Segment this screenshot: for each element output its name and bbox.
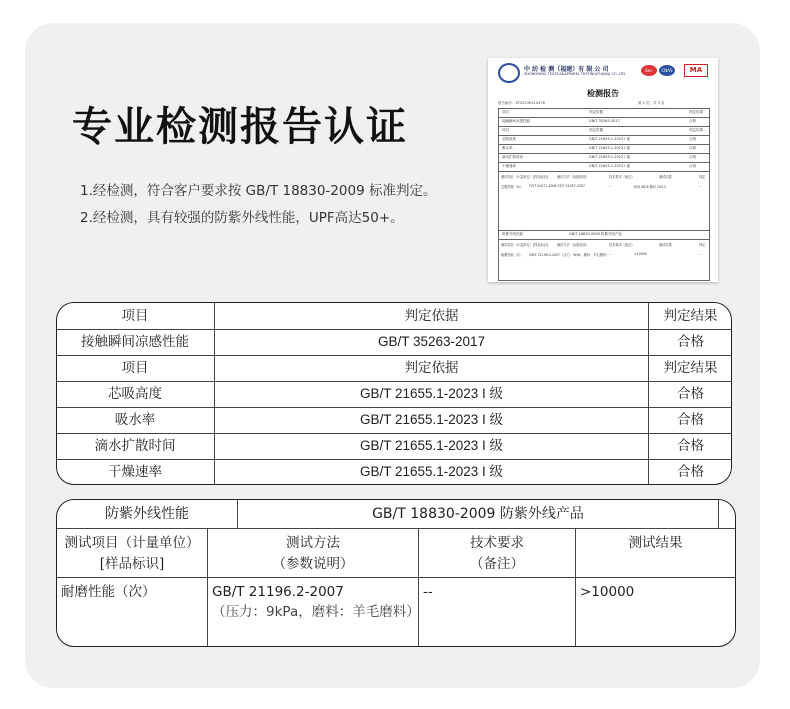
report-cell: --: [699, 184, 702, 188]
header-line: [样品标识]: [99, 556, 165, 572]
table-header-row: [57, 355, 731, 382]
report-header: [488, 58, 718, 84]
test-report-image: [488, 58, 718, 282]
report-org-name: 中 纺 检 测（福建）有 限 公 司: [524, 66, 609, 73]
report-cell: 判定: [699, 175, 706, 179]
table-header-cell: 判定依据: [214, 303, 648, 329]
report-cell: 测试项目（计量单位）[样品标识]: [501, 175, 549, 179]
report-cell: 项目: [502, 110, 509, 114]
report-cell: 测试结果: [659, 243, 672, 247]
report-cell: GB/T 18830-2009 防紫外线产品: [569, 232, 622, 236]
table-cell-item: 干燥速率: [108, 464, 162, 480]
report-row: [498, 118, 710, 127]
ilac-badge-icon: ilac-MRA: [641, 65, 657, 76]
report-cell: 干燥速率: [502, 164, 516, 168]
report-cell: GB/T 35263-2017: [589, 119, 620, 123]
table-cell-result: 合格: [648, 407, 732, 433]
header-line: 测试方法: [286, 535, 340, 551]
report-cell: 防紫外线性能: [502, 232, 523, 236]
cell-method: [207, 578, 418, 646]
table-cell-standard: GB/T 21655.1-2023 I 级: [214, 459, 648, 485]
report-cell: 滴水扩散时间: [502, 155, 523, 159]
report-cell: GB/T 21655.1-2023 I 级: [589, 164, 630, 168]
table-row: [57, 578, 735, 646]
report-cell: GB/T 21655.1-2023 I 级: [589, 137, 630, 141]
table-cell-result: 合格: [648, 381, 732, 407]
header-result: [575, 529, 735, 577]
report-row: [498, 154, 710, 163]
table-row: [57, 329, 731, 356]
header-test-method: [207, 529, 418, 577]
report-row: [498, 163, 710, 172]
table-cell-result: 合格: [648, 329, 732, 355]
table-row: [57, 459, 731, 485]
table-cell-result: 合格: [648, 433, 732, 459]
report-cell: 技术要求（备注）: [609, 243, 635, 247]
report-cell: GB/T 21655.1-2023 I 级: [589, 146, 630, 150]
report-cell: 测试结果: [659, 175, 672, 179]
table-header-cell: 判定结果: [648, 303, 732, 329]
report-cell: --: [699, 252, 702, 256]
report-cell: 判定: [699, 243, 706, 247]
report-cell: 合格: [689, 119, 696, 123]
report-title: 检测报告: [587, 89, 619, 98]
report-row: [498, 145, 710, 154]
table-cell-item: 芯吸高度: [108, 386, 162, 402]
report-org-english: ZHONGFANG TEXTILE&APPAREL TESTING(FUJIAN) CO.,LTD: [524, 72, 626, 76]
header-requirement: [418, 529, 575, 577]
report-cell: 合格: [689, 137, 696, 141]
report-page: 第 2 页，共 3 页: [638, 101, 665, 105]
method-standard: GB/T 21196.2-2007: [212, 584, 344, 600]
report-cell: 测试方法（参数说明）: [557, 243, 589, 247]
report-row: [498, 108, 710, 118]
uv-abrasion-table: [56, 499, 736, 647]
ma-seal-icon: MA: [684, 64, 708, 77]
uv-row: [57, 500, 735, 529]
org-logo-icon: [498, 63, 520, 83]
report-block-wicking: [498, 172, 710, 231]
table-cell-standard: GB/T 35263-2017: [214, 329, 648, 355]
uv-label: 防紫外线性能: [105, 506, 189, 522]
table-row: [57, 381, 731, 408]
table-header-cell: 项目: [121, 308, 149, 324]
report-cell: 耐磨性能（次）: [501, 253, 524, 257]
header-line: 测试项目（计量单位）: [64, 535, 200, 551]
report-cell: 判定结果: [689, 128, 703, 132]
table-cell-item: 吸水率: [114, 412, 156, 428]
bullet-standard: 1.经检测，符合客户要求按 GB/T 18830-2009 标准判定。: [80, 183, 437, 199]
table-row: [57, 433, 731, 460]
table-cell-standard: GB/T 21655.1-2023 I 级: [214, 433, 648, 459]
report-cell: 纵向 88.8 横向 100.2: [634, 185, 667, 189]
report-cell: 判定结果: [689, 110, 703, 114]
report-cell: 芯吸高度: [502, 137, 516, 141]
table-header-cell: 判定结果: [648, 355, 732, 381]
report-grid: [498, 108, 710, 281]
report-cell: 测试方法（参数说明）: [557, 175, 589, 179]
header-line: 技术要求: [470, 535, 524, 551]
table-cell-item: 接触瞬间凉感性能: [81, 334, 189, 350]
report-cell: 项目: [502, 128, 509, 132]
table-header-cell: 项目: [121, 360, 149, 376]
cell-result: >10000: [575, 578, 735, 646]
report-cell: 合格: [689, 146, 696, 150]
report-cell: 测试项目（计量单位）[样品标识]: [501, 243, 549, 247]
table-header-row: [57, 303, 731, 330]
table-cell-standard: GB/T 21655.1-2023 I 级: [214, 407, 648, 433]
report-cell: 技术要求（备注）: [609, 175, 635, 179]
table-cell-standard: GB/T 21655.1-2023 I 级: [214, 381, 648, 407]
header-test-item: [57, 529, 207, 577]
report-cell: 吸水率: [502, 146, 513, 150]
header-line: （参数说明）: [272, 556, 354, 572]
report-cell: >10000: [634, 252, 647, 256]
cell-requirement: --: [418, 578, 575, 646]
report-number: 报告编号：ZF2023H210478: [498, 101, 545, 105]
report-cell: 合格: [689, 164, 696, 168]
uv-standard: GB/T 18830-2009 防紫外线产品: [237, 500, 719, 528]
table-cell-item: 滴水扩散时间: [94, 438, 176, 454]
bullet-upf: 2.经检测，具有较强的防紫外线性能，UPF高达50+。: [80, 210, 404, 226]
page-title: 专业检测报告认证: [72, 104, 408, 150]
report-block-abrasion: [498, 240, 710, 281]
report-row-uv: [498, 231, 710, 240]
report-cell: 接触瞬间凉感性能: [502, 119, 530, 123]
report-cell: 芯吸高度（%）: [501, 185, 524, 189]
method-note: （压力：9kPa，磨料：羊毛磨料）: [212, 604, 420, 620]
header-line: （备注）: [470, 556, 524, 572]
report-cell: GB/T 21655.1-2023 I 级: [589, 155, 630, 159]
report-cell: 判定依据: [589, 128, 603, 132]
report-cell: GB/T 21196.2-2007（压力：9kPa，磨料：羊毛磨料）: [529, 253, 610, 257]
table-header-cell: 判定依据: [214, 355, 648, 381]
table-header-row: [57, 529, 735, 578]
report-cell: FZ/T 01071-2008 FZ/T 01057-2007: [529, 184, 585, 188]
report-cell: --: [609, 184, 612, 188]
cnas-badge-icon: CNAS: [659, 65, 675, 76]
report-cell: 判定依据: [589, 110, 603, 114]
judgement-table: [56, 302, 732, 485]
report-row: [498, 127, 710, 136]
cell-item: 耐磨性能（次）: [61, 584, 156, 600]
report-cell: 合格: [689, 155, 696, 159]
report-cell: --: [609, 252, 612, 256]
report-row: [498, 136, 710, 145]
table-cell-result: 合格: [648, 459, 732, 485]
table-row: [57, 407, 731, 434]
header-line: 测试结果: [628, 535, 683, 551]
